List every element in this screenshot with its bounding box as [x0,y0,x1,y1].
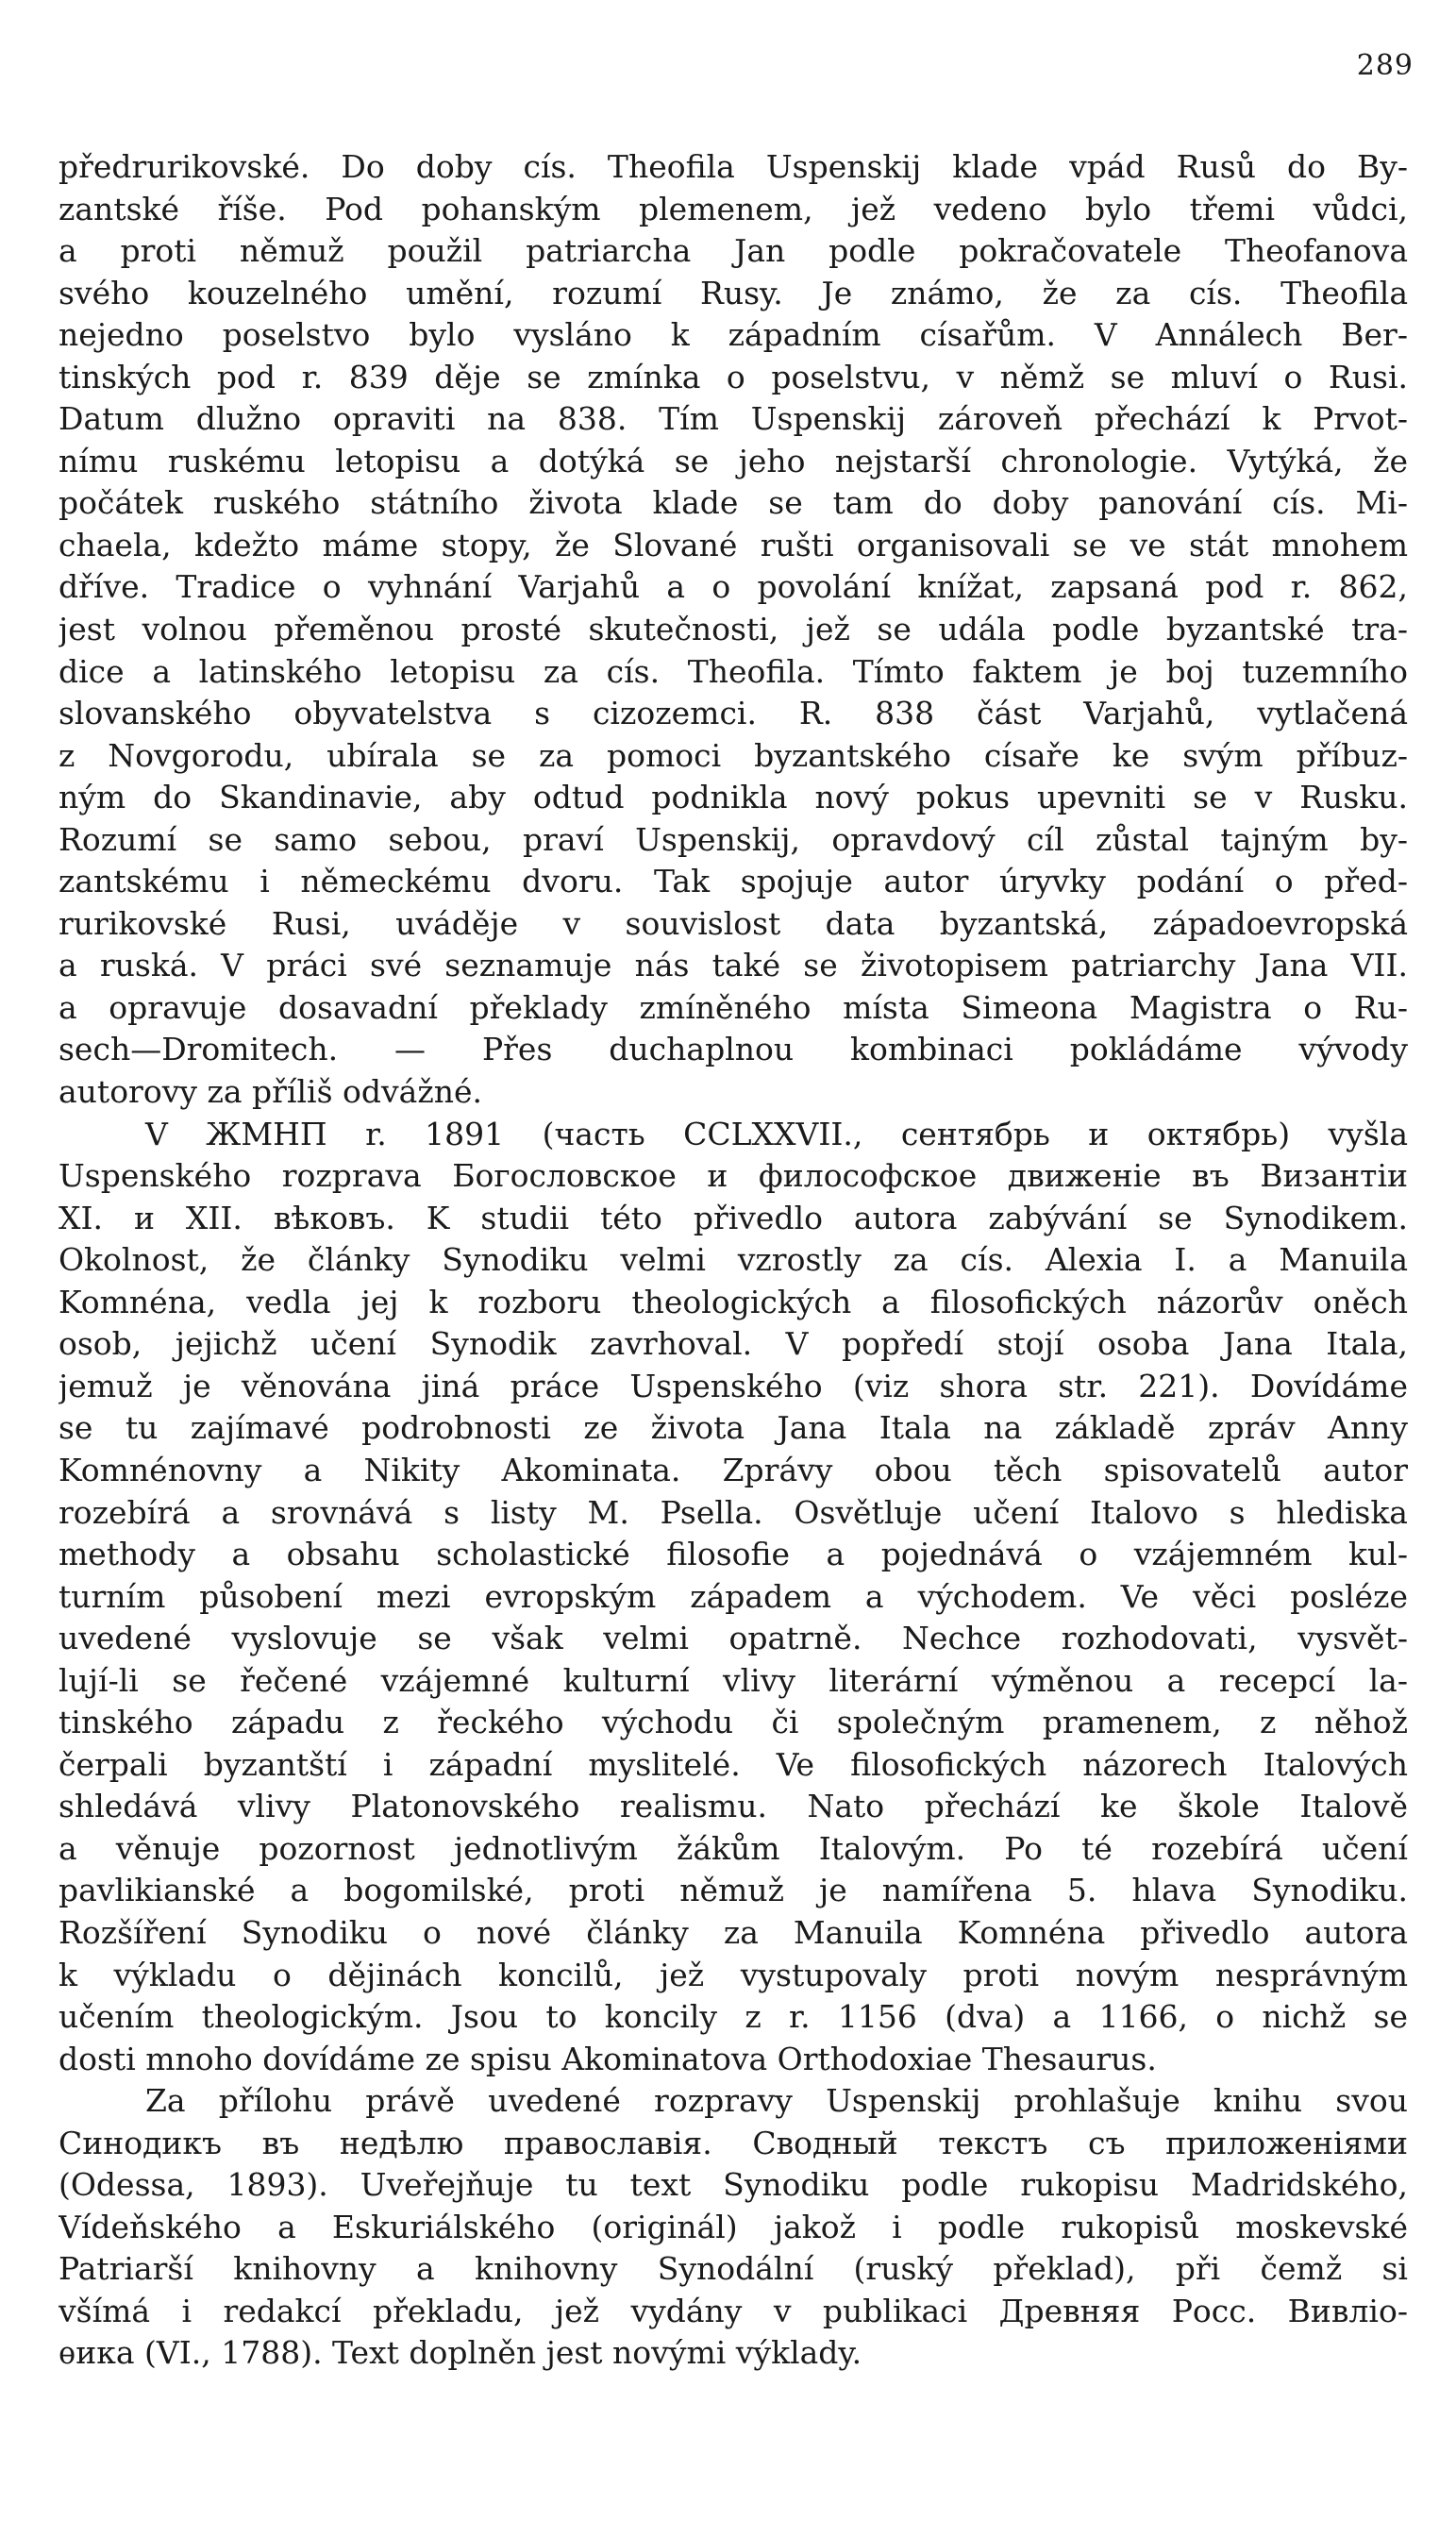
text-line: pavlikianské a bogomilské, proti němuž je namířena 5. hlava Synodiku. [59,1872,1408,1909]
text-line: jemuž je věnována jiná práce Uspenského (viz shora str. 221). Dovídáme [59,1367,1408,1404]
text-line: počátek ruského státního života klade se tam do doby panování cís. Mi- [59,484,1408,522]
text-line: čerpali byzantští i západní myslitelé. Ve filosofických názorech Italových [59,1745,1408,1783]
text-line: Komnénovny a Nikity Akominata. Zprávy obou těch spisovatelů autor [59,1451,1408,1488]
text-line: a proti němuž použil patriarcha Jan podle pokračovatele Theofanova [59,232,1408,270]
text-line: Patriarší knihovny a knihovny Synodální (ruský překlad), při čemž si [59,2250,1408,2288]
text-line: rurikovské Rusi, uváděje v souvislost data byzantská, západoevropská [59,904,1408,942]
text-line: dosti mnoho dovídáme ze spisu Akominatova Orthodoxiae Thesaurus. [59,2040,1157,2077]
text-line: Vídeňského a Eskuriálského (originál) jakož i podle rukopisů moskevské [59,2208,1408,2245]
text-line: dice a latinského letopisu za cís. Theofila. Tímto faktem je boj tuzemního [59,652,1408,690]
text-line: z Novgorodu, ubírala se za pomoci byzantského císaře ke svým příbuz- [59,736,1408,774]
text-line: k výkladu o dějinách koncilů, jež vystupovaly proti novým nesprávným [59,1956,1408,1993]
page-number: 289 [1356,49,1414,82]
text-line: jest volnou přeměnou prosté skutečnosti, jež se udála podle byzantské tra- [59,611,1408,648]
text-line: Синодикъ въ недѣлю православія. Сводный текстъ съ приложеніями [59,2124,1408,2161]
text-line: se tu zajímavé podrobnosti ze života Jana Itala na základě zpráv Anny [59,1409,1408,1447]
text-line: a věnuje pozornost jednotlivým žákům Italovým. Po té rozebírá učení [59,1829,1408,1867]
text-line: turním působení mezi evropským západem a východem. Ve věci posléze [59,1577,1408,1615]
text-line: zantskému i německému dvoru. Tak spojuje autor úryvky podání o před- [59,863,1408,900]
text-line: nejedno poselstvo bylo vysláno k západním císařům. V Annálech Ber- [59,316,1408,354]
text-line: sech—Dromitech. — Přes duchaplnou kombinaci pokládáme vývody [59,1031,1408,1068]
text-line: XI. и XII. вѣковъ. K studii této přivedlo autora zabývání se Synodikem. [59,1199,1408,1236]
text-line: nímu ruskému letopisu a dotýká se jeho nejstarší chronologie. Vytýká, že [59,442,1408,479]
text-line: tinského západu z řeckého východu či společným pramenem, z něhož [59,1704,1408,1741]
text-line: zantské říše. Pod pohanským plemenem, jež vedeno bylo třemi vůdci, [59,190,1408,227]
text-line: všímá i redakcí překladu, jež vydány v publikaci Древняя Росс. Вивлio- [59,2292,1408,2329]
text-line: Datum dlužno opraviti na 838. Tím Uspenskij zároveň přechází k Prvot- [59,400,1408,438]
text-line: ným do Skandinavie, aby odtud podnikla nový pokus upevniti se v Rusku. [59,779,1408,816]
text-line: Rozšíření Synodiku o nové články za Manuila Komnéna přivedlo autora [59,1913,1408,1951]
text-line: Okolnost, že články Synodiku velmi vzrostly za cís. Alexia I. a Manuila [59,1241,1408,1279]
text-line: tinských pod r. 839 děje se zmínka o poselstvu, v němž se mluví o Rusi. [59,358,1408,395]
text-line: a opravuje dosavadní překlady zmíněného místa Simeona Magistra o Ru- [59,988,1408,1026]
body-text [59,146,1408,2375]
text-line: rozebírá a srovnává s listy M. Psella. Osvětluje učení Italovo s hlediska [59,1493,1408,1531]
text-line: (Odessa, 1893). Uveřejňuje tu text Synodiku podle rukopisu Madridského, [59,2166,1408,2204]
text-line: osob, jejichž učení Synodik zavrhoval. V popředí stojí osoba Jana Itala, [59,1325,1408,1363]
text-line: svého kouzelného umění, rozumí Rusy. Je známo, že za cís. Theofila [59,274,1408,311]
text-line: a ruská. V práci své seznamuje nás také se životopisem patriarchy Jana VII. [59,947,1408,984]
text-line: shledává vlivy Platonovského realismu. Nato přechází ke škole Italově [59,1788,1408,1825]
text-line: Rozumí se samo sebou, praví Uspenskij, opravdový cíl zůstal tajným by- [59,820,1408,858]
text-line: autorovy za příliš odvážné. [59,1073,482,1111]
text-line: Komnéna, vedla jej k rozboru theologických a filosofických názorův oněch [59,1283,1408,1320]
text-line: chaela, kdežto máme stopy, že Slované rušti organisovali se ve stát mnohem [59,526,1408,563]
text-line: V ЖМНП r. 1891 (часть CCLXXVII., сентябрь и октябрь) vyšla [145,1115,1408,1152]
text-line: učením theologickým. Jsou to koncily z r. 1156 (dva) a 1166, o nichž se [59,1998,1408,2036]
text-line: slovanského obyvatelstva s cizozemci. R. 838 část Varjahů, vytlačená [59,695,1408,732]
text-line: methody a obsahu scholastické filosofie a pojednává o vzájemném kul- [59,1536,1408,1573]
text-line: Uspenského rozprava Богословское и философское движеніе въ Византіи [59,1157,1408,1195]
text-line: uvedené vyslovuje se však velmi opatrně. Nechce rozhodovati, vysvět- [59,1620,1408,1657]
text-line: předrurikovské. Do doby cís. Theofila Uspenskij klade vpád Rusů do By- [59,148,1408,185]
text-line: Za přílohu právě uvedené rozpravy Uspenskij prohlašuje knihu svou [145,2082,1408,2120]
text-line: lují-li se řečené vzájemné kulturní vlivy literární výměnou a recepcí la- [59,1661,1408,1699]
text-line: ѳика (VI., 1788). Text doplněn jest novými výklady. [59,2334,862,2372]
text-line: dříve. Tradice o vyhnání Varjahů a o povolání knížat, zapsaná pod r. 862, [59,568,1408,606]
